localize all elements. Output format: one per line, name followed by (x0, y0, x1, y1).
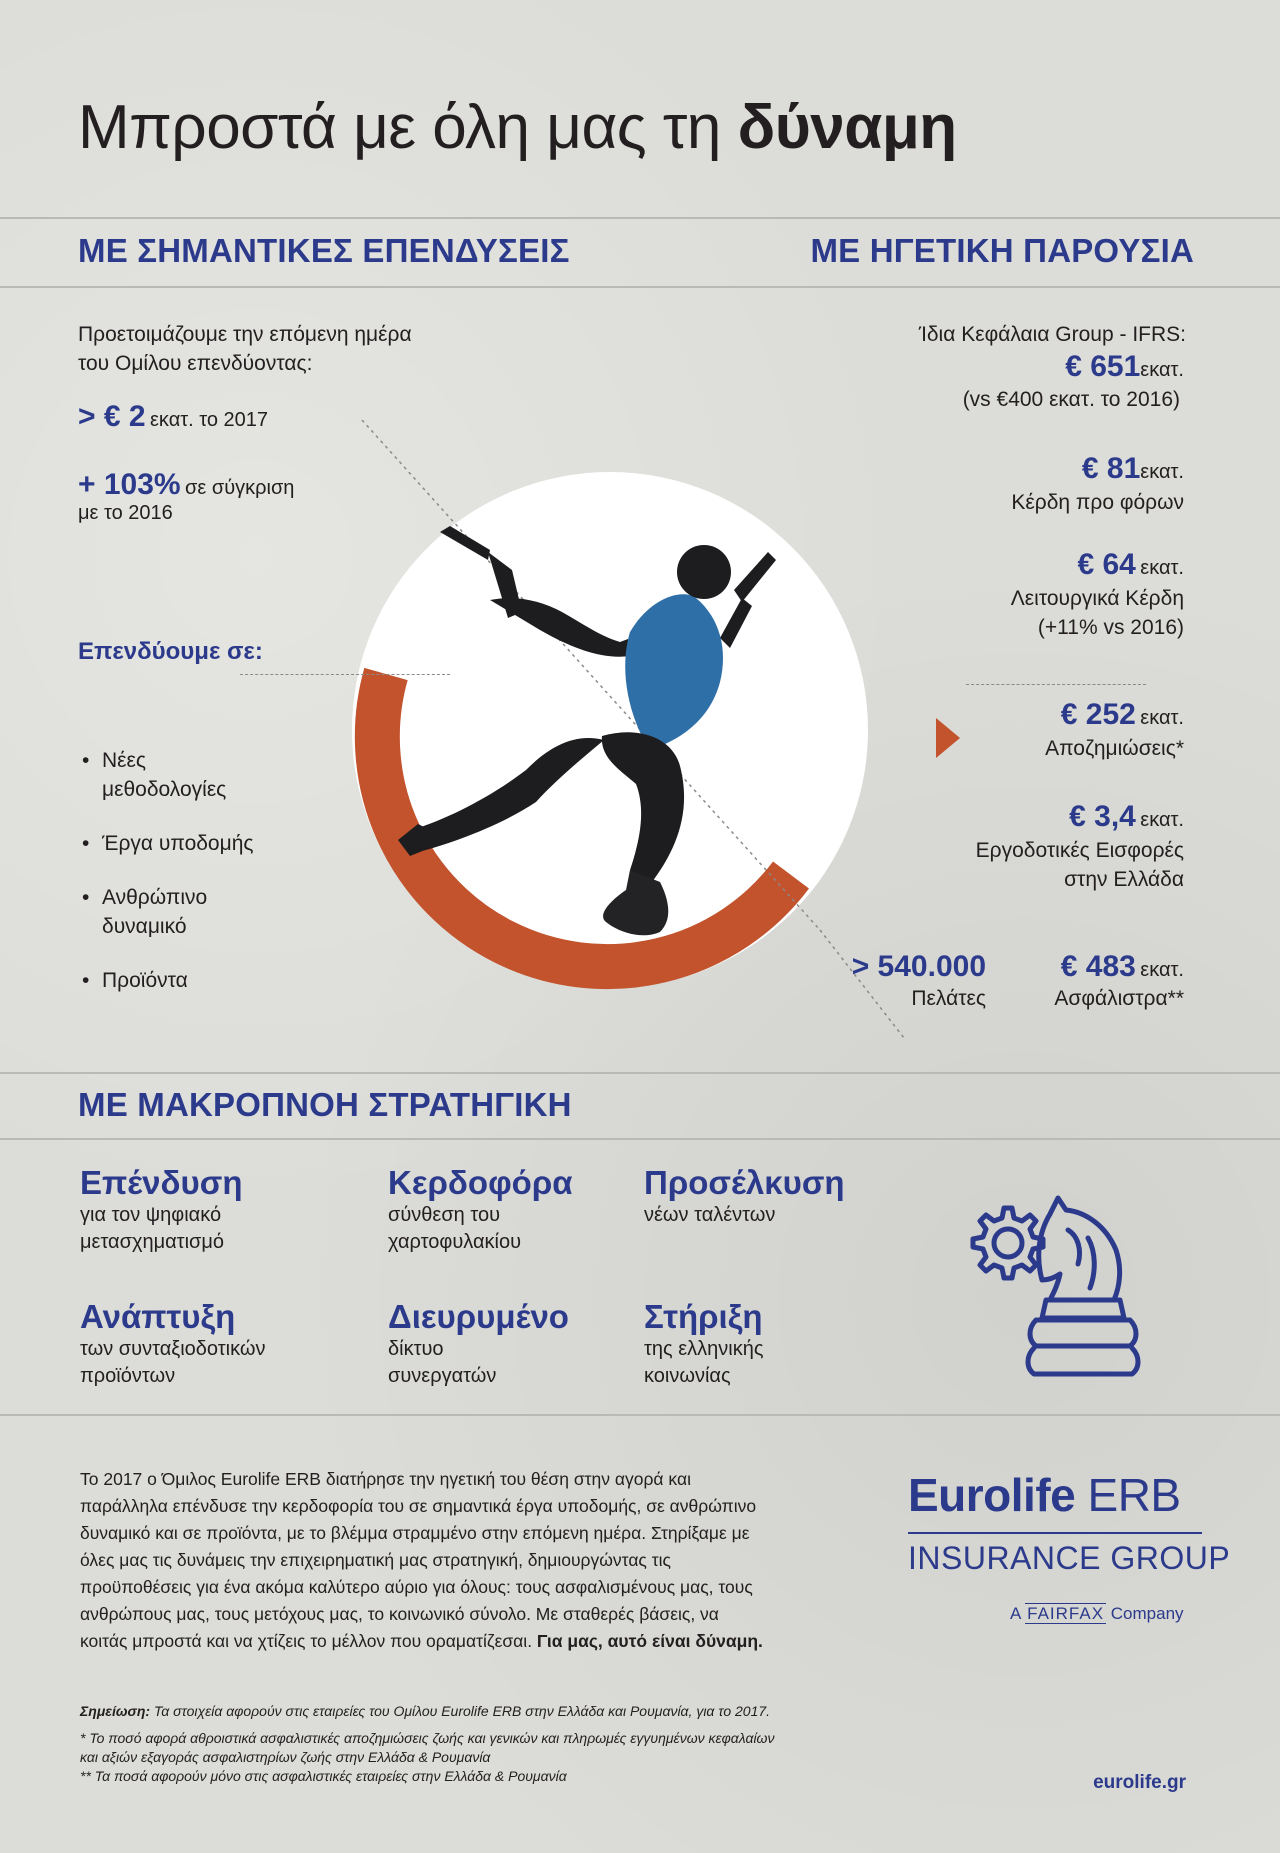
pointer-triangle-icon (936, 718, 962, 758)
gear-chess-knight-icon (950, 1168, 1150, 1380)
op-unit: εκατ. (1140, 557, 1184, 579)
divider (0, 217, 1280, 219)
strategy-item (80, 1298, 265, 1390)
invest-total-text: εκατ. το 2017 (150, 409, 269, 431)
pbt-stat (1082, 452, 1184, 486)
equity-note: (vs €400 εκατ. το 2016) (962, 388, 1180, 411)
strategy-item-title: Κερδοφόρα (388, 1164, 573, 1201)
claims-unit: εκατ. (1140, 707, 1184, 729)
presence-heading: ΜΕ ΗΓΕΤΙΚΗ ΠΑΡΟΥΣΙΑ (810, 232, 1194, 269)
invest-areas-list (82, 746, 362, 1020)
invest-growth-text2: με το 2016 (78, 502, 173, 524)
strategy-item (80, 1164, 242, 1256)
equity-value: € 651 (1065, 350, 1141, 383)
claims-stat (1061, 698, 1184, 732)
invest-areas-heading: Επενδύουμε σε: (78, 638, 263, 665)
note-premiums: ** Τα ποσά αφορούν μόνο στις ασφαλιστικές εταιρείες στην Ελλάδα & Ρουμανία (80, 1768, 567, 1784)
op-label (1011, 584, 1184, 642)
invest-intro-line: του Ομίλου επενδύοντας: (78, 352, 313, 375)
clients-stat (852, 950, 986, 1013)
summary-line: Το 2017 ο Όμιλος Eurolife ERB διατήρησε την ηγετική του θέση στην αγορά και (80, 1469, 691, 1489)
premiums-unit: εκατ. (1140, 959, 1184, 981)
pbt-value: € 81 (1081, 452, 1141, 485)
company-logo-group: INSURANCE GROUP (908, 1540, 1231, 1576)
pbt-label: Κέρδη προ φόρων (1011, 491, 1184, 514)
strategy-item-line: προϊόντων (80, 1365, 176, 1387)
equity-unit: εκατ. (1140, 359, 1184, 381)
claims-label: Αποζημιώσεις* (1045, 737, 1184, 760)
website-link[interactable]: eurolife.gr (1093, 1772, 1186, 1793)
strategy-heading: ΜΕ ΜΑΚΡΟΠΝΟΗ ΣΤΡΑΤΗΓΙΚΗ (78, 1086, 572, 1123)
invest-area-item: • Έργα υποδομής (82, 829, 362, 858)
invest-total-value: > € 2 (78, 400, 146, 433)
dotted-leader (966, 684, 1146, 685)
contrib-value: € 3,4 (1069, 800, 1136, 833)
invest-intro-line: Προετοιμάζουμε την επόμενη ημέρα (78, 323, 412, 346)
premiums-stat (1054, 950, 1184, 1013)
summary-paragraph (80, 1466, 840, 1655)
strategy-item-line: σύνθεση του (388, 1204, 501, 1226)
op-value: € 64 (1077, 548, 1136, 581)
strategy-item-title: Διευρυμένο (388, 1298, 569, 1335)
invest-area-item: • Ανθρώπινο δυναμικό (82, 883, 362, 941)
clients-label: Πελάτες (911, 987, 986, 1010)
premiums-value: € 483 (1060, 950, 1136, 983)
invest-stat-growth (78, 468, 294, 525)
note-main: Σημείωση: Τα στοιχεία αφορούν στις εταιρείες του Ομίλου Eurolife ERB στην Ελλάδα και Ρουμανία, για το 2017. (80, 1703, 771, 1719)
equity-stat (1065, 350, 1184, 384)
equity-label: Ίδια Κεφάλαια Group - IFRS: (918, 323, 1186, 346)
divider (0, 286, 1280, 288)
strategy-item (388, 1298, 569, 1390)
clients-value: > 540.000 (851, 950, 986, 983)
summary-line: ανθρώπους μας, τους μετόχους μας, το κοινωνικό σύνολο. Με σταθερές βάσεις, να (80, 1604, 719, 1624)
summary-line: δυναμικό και σε προϊόντα, με το βλέμμα στραμμένο στην επόμενη ημέρα. Στηρίξαμε με (80, 1523, 750, 1543)
strategy-item-line: νέων ταλέντων (644, 1204, 776, 1226)
footnotes (80, 1702, 920, 1786)
invest-growth-text: σε σύγκριση (185, 477, 295, 499)
runner-graphic (300, 420, 920, 1040)
op-note: (+11% vs 2016) (1037, 616, 1184, 639)
company-logo-name: Eurolife ERB (908, 1469, 1181, 1521)
strategy-item (644, 1298, 763, 1390)
strategy-item (388, 1164, 573, 1256)
note-claims: και αξιών εξαγοράς ασφαλιστηρίων ζωής στην Ελλάδα & Ρουμανία (80, 1749, 491, 1765)
strategy-item-line: για τον ψηφιακό (80, 1204, 222, 1226)
contrib-label-line: Εργοδοτικές Εισφορές (975, 839, 1184, 862)
strategy-item-title: Ανάπτυξη (80, 1298, 236, 1335)
summary-line: προϋποθέσεις για ένα ακόμα καλύτερο αύριο για όλους: τους ασφαλισμένους μας, τους (80, 1577, 753, 1597)
contrib-unit: εκατ. (1140, 809, 1184, 831)
invest-intro (78, 320, 458, 378)
dotted-leader (240, 674, 450, 675)
contrib-label-line: στην Ελλάδα (1064, 868, 1184, 891)
pbt-unit: εκατ. (1140, 461, 1184, 483)
divider (0, 1072, 1280, 1074)
summary-line: παράλληλα επένδυσε την κερδοφορία του σε σημαντικά έργα υποδομής, σε ανθρώπινο (80, 1496, 757, 1516)
strategy-item-line: συνεργατών (388, 1365, 497, 1387)
premiums-label: Ασφάλιστρα** (1054, 987, 1184, 1010)
strategy-item-line: χαρτοφυλακίου (388, 1231, 522, 1253)
page-title: Μπροστά με όλη μας τη δύναμη (78, 93, 957, 162)
claims-value: € 252 (1060, 698, 1136, 731)
strategy-item-title: Στήριξη (644, 1298, 763, 1335)
op-stat (1077, 548, 1184, 582)
strategy-item (644, 1164, 845, 1229)
summary-line: κοιτάς μπροστά και να χτίζεις το μέλλον που οραματίζεσαι. Για μας, αυτό είναι δύναμη. (80, 1631, 763, 1651)
strategy-item-line: δίκτυο (388, 1338, 444, 1360)
strategy-item-line: μετασχηματισμό (80, 1231, 225, 1253)
divider (0, 1138, 1280, 1140)
invest-stat-total (78, 400, 268, 434)
strategy-item-line: των συνταξιοδοτικών (80, 1338, 266, 1360)
fairfax-wordmark: FAIRFAX (1027, 1604, 1105, 1623)
strategy-item-line: της ελληνικής (644, 1338, 764, 1360)
summary-emphasis: Για μας, αυτό είναι δύναμη. (536, 1631, 763, 1651)
note-claims: * Το ποσό αφορά αθροιστικά ασφαλιστικές αποζημιώσεις ζωής και γενικών και πληρωμές εγγυημένων κεφαλαίων (80, 1730, 775, 1746)
invest-growth-value: + 103% (78, 468, 181, 501)
strategy-item-line: κοινωνίας (644, 1365, 731, 1387)
strategy-item-title: Προσέλκυση (644, 1164, 845, 1201)
logo-rule (908, 1532, 1202, 1534)
contrib-label (976, 836, 1184, 894)
strategy-item-title: Επένδυση (80, 1164, 243, 1201)
divider (0, 1414, 1280, 1416)
op-label-text: Λειτουργικά Κέρδη (1010, 587, 1184, 610)
invest-area-item: • Νέες μεθοδολογίες (82, 746, 362, 804)
invest-area-item: • Προϊόντα (82, 966, 362, 995)
invest-heading: ΜΕ ΣΗΜΑΝΤΙΚΕΣ ΕΠΕΝΔΥΣΕΙΣ (78, 232, 570, 269)
fairfax-tagline: A FAIRFAX Company (1010, 1604, 1184, 1623)
contrib-stat (1069, 800, 1184, 834)
summary-line: όλες μας τις δυνάμεις την επιχειρηματική μας στρατηγική, δημιουργώντας τις (80, 1550, 671, 1570)
